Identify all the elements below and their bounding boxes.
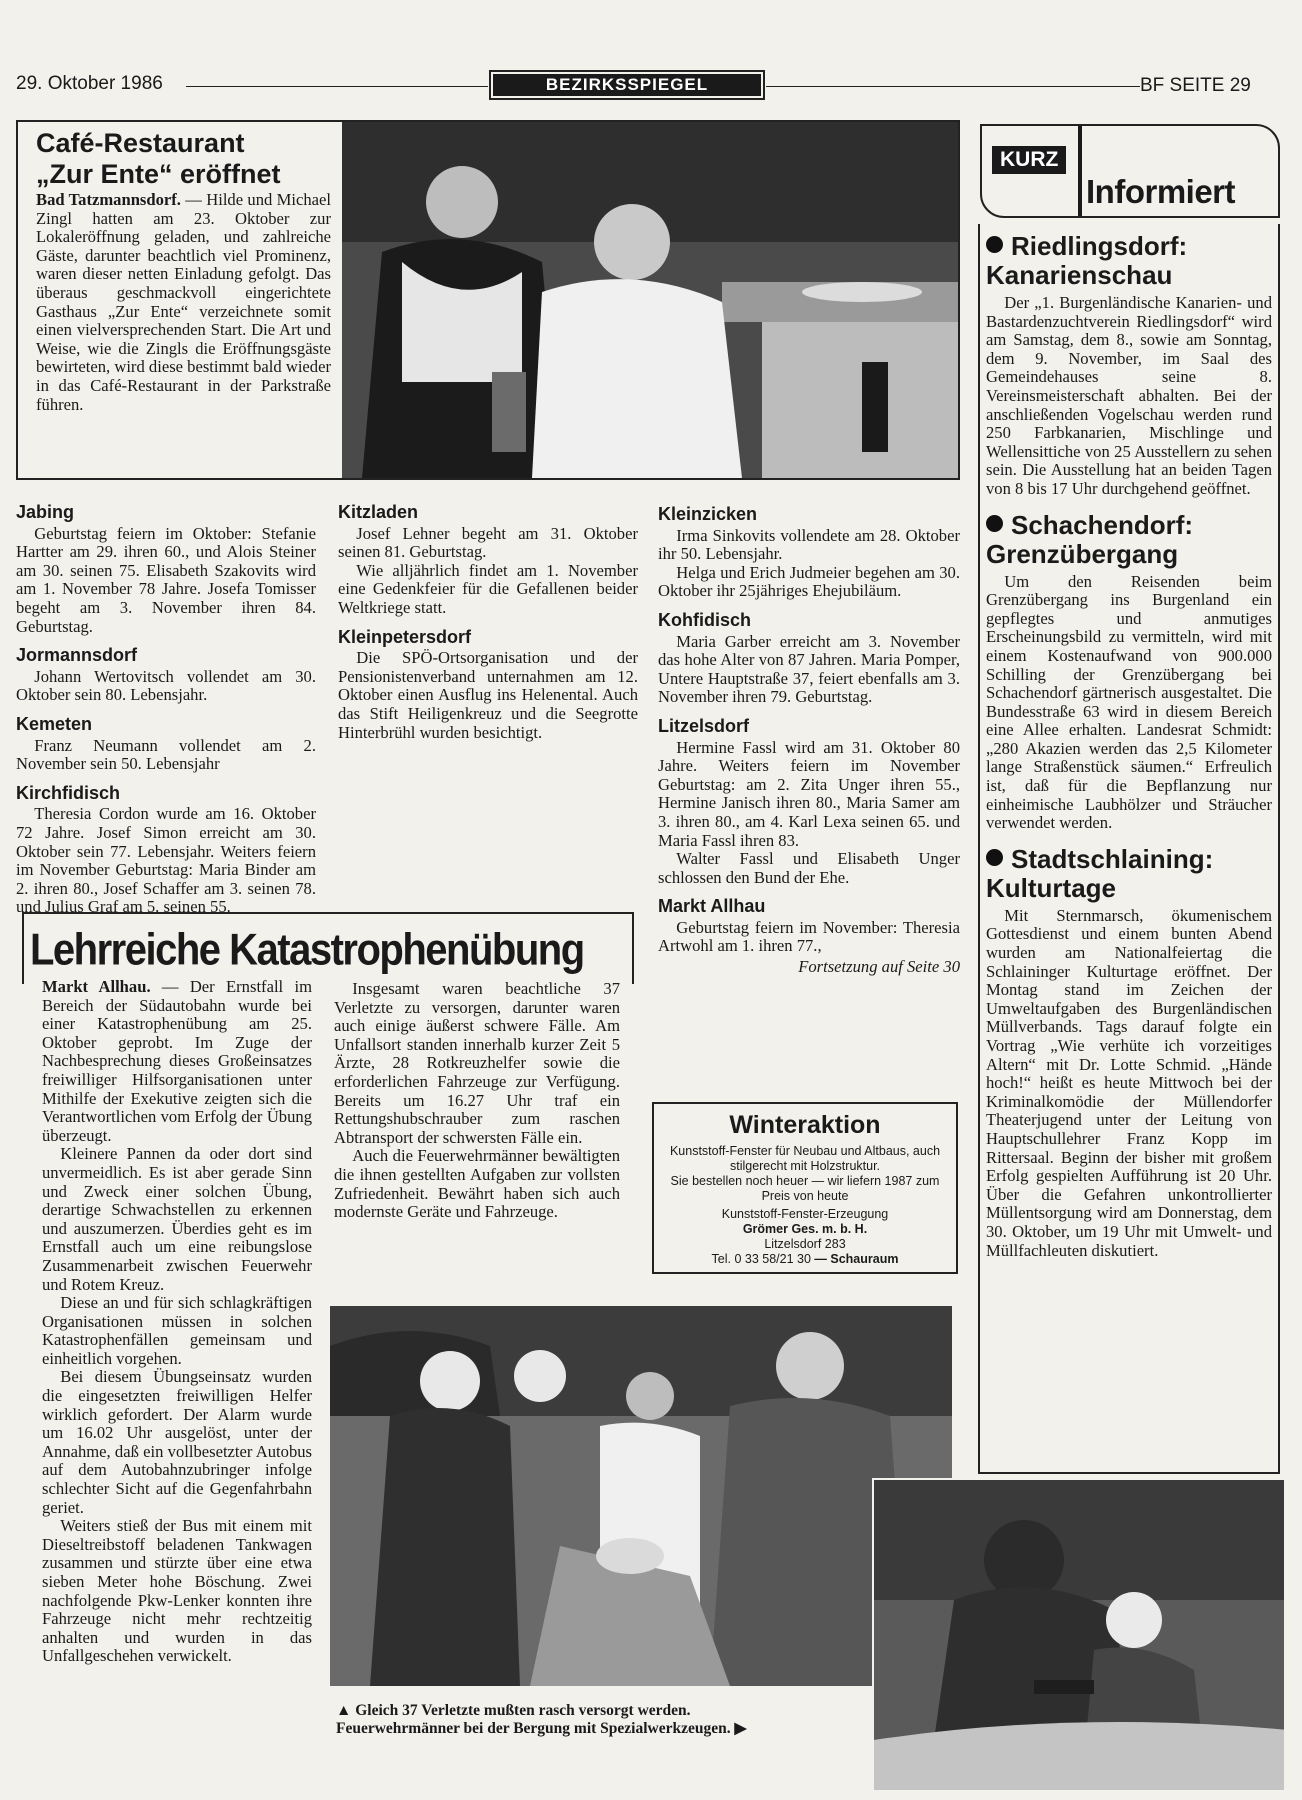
header-section — [489, 70, 765, 100]
header-rule-left — [186, 86, 488, 87]
uebung-p3: Diese an und für sich schlagkräftigen Organisationen müssen in solchen Katastrophenfällen gemeinsam und einheitlich vorgehen. — [42, 1293, 312, 1368]
ad-phone: Tel. 0 33 58/21 30 — [711, 1252, 811, 1266]
jabing-text: Geburtstag feiern im Oktober: Stefanie Hartter am 29. ihren 60., und Alois Steiner am 30. seinen 75. Elisabeth Szakovits wird am 1. November 78 Jahre. Josefa Tomisser begeht am 3. November ihren 84. Geburtstag. — [16, 523, 316, 636]
cafe-location: Bad Tatzmannsdorf. — [36, 190, 181, 209]
litzelsdorf-text-1: Hermine Fassl wird am 31. Oktober 80 Jahre. Weiters feiern im November Geburtstag: am 2. Zita Unger ihren 55., Hermine Janisch ihren 80., Maria Samer am 3. ihren 80., am 4. Karl Lexa seinen 65. und Maria Fassl ihren 83. — [658, 737, 960, 850]
kohfidisch-text: Maria Garber erreicht am 3. November das hohe Alter von 87 Jahren. Maria Pomper, Untere Hauptstraße 37, feiert ebenfalls am 3. November ihren 79. Geburtstag. — [658, 631, 960, 707]
kurz-divider — [1078, 126, 1082, 216]
cafe-title-line2: „Zur Ente“ eröffnet — [36, 159, 281, 189]
kleinzicken-text-2: Helga und Erich Judmeier begehen am 30. Oktober ihr 25jähriges Ehejubiläum. — [658, 562, 960, 601]
rescue-caption-line1: ▲ Gleich 37 Verletzte mußten rasch versorgt werden. — [336, 1702, 691, 1719]
ad-address: Litzelsdorf 283 — [764, 1237, 846, 1251]
ad-line1: Kunststoff-Fenster für Neubau und Altbaus, auch stilgerecht mit Holzstruktur. — [669, 1144, 941, 1173]
kleinpetersdorf-text: Die SPÖ-Ortsorganisation und der Pensionistenverband unternahmen am 12. Oktober einen Ausflug ins Helenental. Auch das Stift Heiligenkreuz und die Seegrotte Hinterbrühl wurden besichtigt. — [338, 648, 638, 742]
cafe-text: — Hilde und Michael Zingl hatten am 23. Oktober zur Lokaleröffnung geladen, und zahlreiche Gäste, darunter beachtlich viel Prominenz, waren dieser netten Einladung gefolgt. Das überaus geschmackvoll eingerichtete Gasthaus „Zur Ente“ verzeichnete somit einen vielversprechenden Start. Die Art und Weise, wie die Zingls die Eröffnungsgäste bewirteten, wird diese bestimmt bald wieder in das Café-Restaurant in der Parkstraße führen. — [36, 190, 332, 414]
cafe-photo — [342, 122, 958, 478]
rescue-caption-line2: Feuerwehrmänner bei der Bergung mit Spezialwerkzeugen. ▶ — [336, 1720, 747, 1737]
uebung-p4: Bei diesem Übungseinsatz wurden die eingesetzten freiwilligen Helfer wirklich gefordert. Der Alarm wurde um 16.02 Uhr ausgelöst, unter der Annahme, daß ein vollbesetzter Autobus auf dem Autobahnzubringer infolge schlechter Sicht auf die Gegenfahrbahn geriet. — [42, 1367, 312, 1517]
kurz-heading-3-text: Stadtschlaining: Kulturtage — [986, 843, 1214, 903]
kleinzicken-heading: Kleinzicken — [658, 504, 758, 524]
ad-company: Grömer Ges. m. b. H. — [742, 1222, 868, 1236]
uebung-p6: Insgesamt waren beachtliche 37 Verletzte zu versorgen, darunter waren auch einige äußerst schwere Fälle. Am Unfallsort standen innerhalb kurzer Zeit 5 Ärzte, 28 Rotkreuzhelfer sowie die erforderlichen Fahrzeuge zur Verfügung. Bereits um 16.27 Uhr traf ein Rettungshubschrauber zum raschen Abtransport der schwersten Fälle ein. — [334, 979, 620, 1147]
ad-line3: Kunststoff-Fenster-Erzeugung — [721, 1207, 889, 1221]
cafe-title-line1: Café-Restaurant — [36, 128, 245, 158]
kohfidisch-heading: Kohfidisch — [658, 609, 751, 630]
header-page: BF SEITE 29 — [1140, 75, 1251, 96]
uebung-location: Markt Allhau. — [42, 977, 151, 996]
uebung-p1: — Der Ernstfall im Bereich der Südautobahn wurde bei einer Katastrophenübung am 25. Oktober geprobt. Im Zuge der Nachbesprechung dieses Großeinsatzes freiwilliger Hilfsorganisationen unter Mithilfe der Exekutive zeigten sich die Verantwortlichen vom Erfolg der Übung überzeugt. — [42, 977, 312, 1145]
kleinzicken-text-1: Irma Sinkovits vollendete am 28. Oktober ihr 50. Lebensjahr. — [658, 525, 960, 564]
header-section-label: BEZIRKSSPIEGEL — [493, 74, 761, 96]
kurz-text-1: Der „1. Burgenländische Kanarien- und Bastardenzuchtverein Riedlingsdorf“ wird am Samstag, dem 8., sowie am Sonntag, dem 9. November, im Saal des Gemeindehauses seine 8. Vereinsmeisterschaft abhalten. Bei der anschließenden Vogelschau werden rund 250 Farbkanarien, Mischlinge und Wellensittiche von 25 Ausstellern zu sehen sein. Die Ausstellung hat an beiden Tagen von 8 bis 17 Uhr durchgehend geöffnet. — [986, 293, 1272, 498]
ad-line2: Sie bestellen noch heuer — wir liefern 1987 zum Preis von heute — [670, 1174, 940, 1203]
marktallhau-heading: Markt Allhau — [658, 896, 766, 917]
kurz-informiert-header — [980, 124, 1280, 218]
ad-title: Winteraktion — [729, 1111, 881, 1139]
rescue-caption — [336, 1700, 866, 1740]
ad-winteraktion — [652, 1102, 958, 1274]
marktallhau-text: Geburtstag feiern im November: Theresia Artwohl am 1. ihren 77., — [658, 917, 960, 956]
uebung-p7: Auch die Feuerwehrmänner bewältigten die ihnen gestellten Aufgaben zur vollsten Zufriedenheit. Bewährt haben sich auch modernste Geräte und Fahrzeuge. — [334, 1146, 620, 1222]
header-date: 29. Oktober 1986 — [16, 73, 163, 94]
local-news-col3 — [658, 505, 960, 977]
kleinpetersdorf-heading: Kleinpetersdorf — [338, 626, 472, 647]
uebung-title: Lehrreiche Katastrophenübung — [30, 925, 584, 975]
local-news-col1 — [16, 503, 316, 917]
cafe-article-text — [36, 128, 331, 414]
kurz-text-3: Mit Sternmarsch, ökumenischem Gottesdienst und einem bunten Abend wurden am Nationalfeiertag die Schlaininger Kulturtage eröffnet. Der Montag stand im Zeichen der Umweltaufgaben des Burgenländischen Müllverbands. Tags darauf folgte ein Vortrag „Wie verhüte ich vorzeitiges Altern“ mit Dr. Lotte Schmid. „Hände hoch!“ heißt es heute Mittwoch bei der Kriminalkomödie der Müllendorfer Theaterjugend unter der Leitung von Hauptschullehrer Franz Kopp im Rittersaal. Beginn der bisher mit großem Erfolg gespielten Aufführung ist 20 Uhr. Über die Gefahren unkontrollierter Müllentsorgung wird am Donnerstag, dem 30. Oktober, um 19 Uhr mit Umwelt- und Müllfachleuten diskutiert. — [986, 905, 1272, 1260]
cafe-body — [36, 191, 331, 414]
kurz-label: KURZ — [992, 146, 1066, 174]
informiert-label: Informiert — [1086, 173, 1236, 210]
jormannsdorf-heading: Jormannsdorf — [16, 645, 138, 666]
kirchfidisch-text: Theresia Cordon wurde am 16. Oktober 72 Jahre. Josef Simon erreicht am 30. Oktober sein 77. Lebensjahr. Weiters feiern im November Geburtstag: Maria Binder am 2. ihren 80., Josef Schaffer am 3. seinen 78. und Julius Graf am 5. seinen 55. — [16, 804, 316, 917]
kemeten-heading: Kemeten — [16, 713, 93, 734]
ad-contact — [662, 1252, 948, 1267]
header-rule-right — [766, 86, 1140, 87]
kirchfidisch-heading: Kirchfidisch — [16, 782, 121, 803]
kurz-heading-2-text: Schachendorf: Grenzübergang — [986, 509, 1194, 569]
litzelsdorf-heading: Litzelsdorf — [658, 715, 750, 736]
kitzladen-heading: Kitzladen — [338, 502, 419, 522]
ad-showroom: — Schauraum — [814, 1252, 899, 1266]
kurz-text-2: Um den Reisenden beim Grenzübergang ins Burgenland ein gepflegtes und anmutiges Erscheinungsbild zu vermitteln, wird mit einem Kostenaufwand von 900.000 Schilling der Grenzübergang bei Schachendorf gärtnerisch ausgestaltet. Die Bundesstraße 63 wird in diesem Bereich eine Allee erhalten. Landesrat Schmidt: „280 Akazien werden das 2,5 Kilometer lange Straßenstück säumen.“ Erfreulich ist, daß für die Bepflanzung nur einheimische Laubhölzer und Sträucher verwendet werden. — [986, 571, 1272, 833]
uebung-p5: Weiters stieß der Bus mit einem mit Dieseltreibstoff beladenen Tankwagen zusammen und stürzte über eine etwa sieben Meter hohe Böschung. Zwei nachfolgende Pkw-Lenker konnten ihre Fahrzeuge nicht mehr rechtzeitig anhalten und wurden in das Unfallgeschehen verwickelt. — [42, 1516, 312, 1666]
continued-note: Fortsetzung auf Seite 30 — [798, 957, 960, 977]
uebung-col2 — [334, 980, 620, 1222]
kemeten-text: Franz Neumann vollendet am 2. November sein 50. Lebensjahr — [16, 735, 316, 774]
kurz-column-frame — [978, 224, 1280, 1474]
uebung-p2: Kleinere Pannen da oder dort sind unvermeidlich. Es ist aber gerade Sinn und Zweck einer solchen Übung, derartige Schwachstellen zu erkennen und auszumerzen. Überdies geht es im Ernstfall auch um eine reibungslose Zusammenarbeit zwischen Feuerwehr und Rotem Kreuz. — [42, 1144, 312, 1294]
uebung-col1 — [42, 978, 312, 1666]
kitzladen-text-2: Wie alljährlich findet am 1. November eine Gedenkfeier für die Gefallenen beider Weltkriege statt. — [338, 560, 638, 617]
rescue-photo — [330, 1306, 952, 1686]
local-news-col2 — [338, 503, 638, 742]
kitzladen-text-1: Josef Lehner begeht am 31. Oktober seinen 81. Geburtstag. — [338, 523, 638, 562]
rescue-tool-photo — [872, 1478, 1286, 1792]
litzelsdorf-text-2: Walter Fassl und Elisabeth Unger schlossen den Bund der Ehe. — [658, 849, 960, 887]
jormannsdorf-text: Johann Wertovitsch vollendet am 30. Oktober sein 80. Lebensjahr. — [16, 666, 316, 705]
kurz-heading-1-text: Riedlingsdorf: Kanarienschau — [986, 231, 1188, 290]
jabing-heading: Jabing — [16, 502, 75, 522]
